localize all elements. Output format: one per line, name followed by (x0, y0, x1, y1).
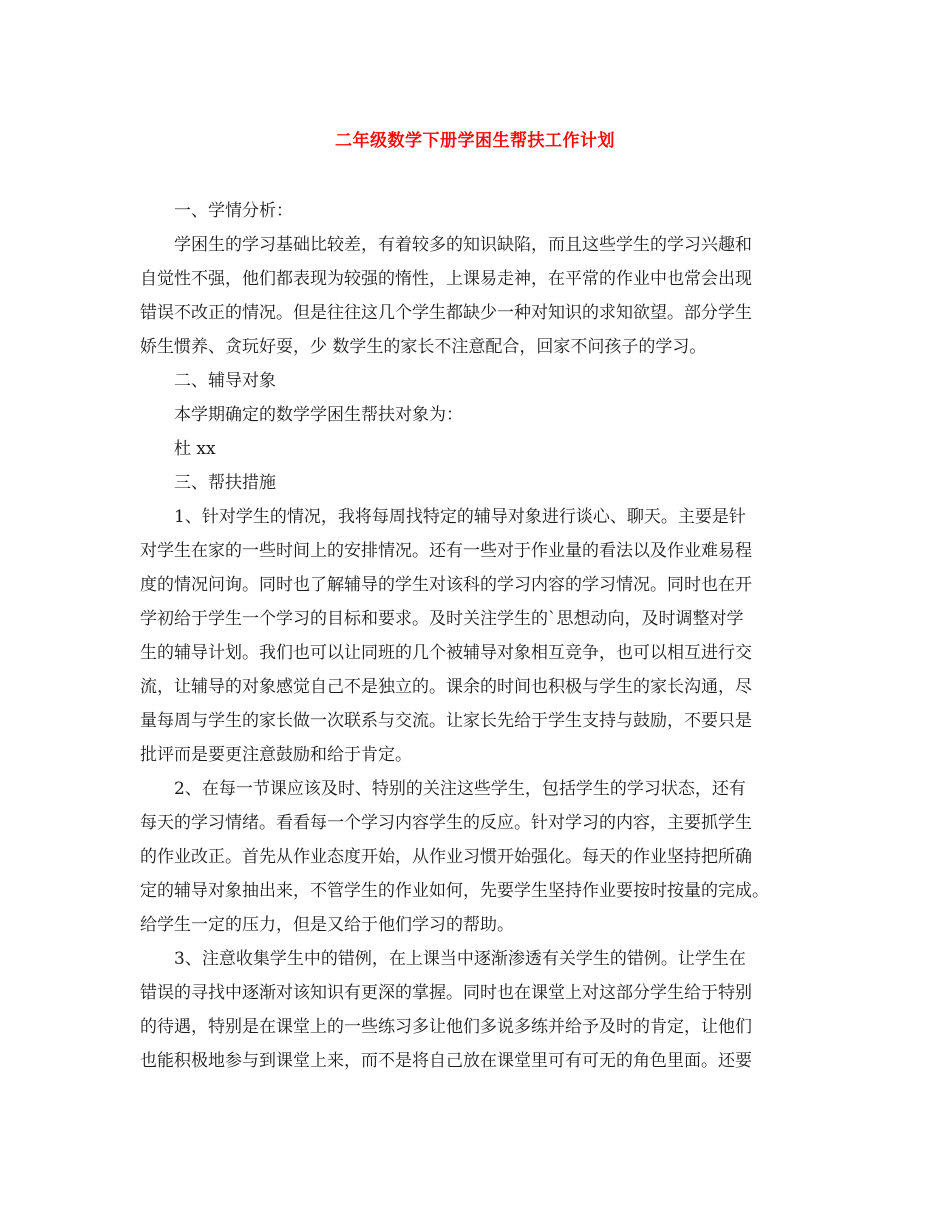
text-line: 也能积极地参与到课堂上来，而不是将自己放在课堂里可有可无的角色里面。还要 (140, 1051, 752, 1071)
text-line: 错误的寻找中逐渐对该知识有更深的掌握。同时也在课堂上对这部分学生给于特别 (140, 983, 752, 1003)
document-body (140, 194, 812, 1078)
text-line: 杜 xx (174, 439, 216, 459)
text-line: 娇生惯养、贪玩好耍，少 数学生的家长不注意配合，回家不问孩子的学习。 (140, 337, 707, 357)
text-line: 2、在每一节课应该及时、特别的关注这些学生，包括学生的学习状态，还有 (174, 779, 746, 799)
text-line: 1、针对学生的情况，我将每周找特定的辅导对象进行谈心、聊天。主要是针 (174, 507, 746, 527)
text-line: 错误不改正的情况。但是往往这几个学生都缺少一种对知识的求知欲望。部分学生 (140, 303, 752, 323)
text-line: 三、帮扶措施 (174, 473, 276, 493)
text-line: 流，让辅导的对象感觉自己不是独立的。课余的时间也积极与学生的家长沟通，尽 (140, 677, 752, 697)
text-line: 度的情况问询。同时也了解辅导的学生对该科的学习内容的学习情况。同时也在开 (140, 575, 752, 595)
text-line: 学初给于学生一个学习的目标和要求。及时关注学生的`思想动向，及时调整对学 (140, 609, 744, 629)
text-line: 自觉性不强，他们都表现为较强的惰性，上课易走神，在平常的作业中也常会出现 (140, 269, 752, 289)
text-line: 每天的学习情绪。看看每一个学习内容学生的反应。针对学习的内容，主要抓学生 (140, 813, 752, 833)
text-line: 3、注意收集学生中的错例，在上课当中逐渐渗透有关学生的错例。让学生在 (174, 949, 746, 969)
text-line: 批评而是要更注意鼓励和给于肯定。 (140, 745, 412, 765)
text-line: 二、辅导对象 (174, 371, 276, 391)
text-line: 生的辅导计划。我们也可以让同班的几个被辅导对象相互竞争，也可以相互进行交 (140, 643, 752, 663)
text-line: 的待遇，特别是在课堂上的一些练习多让他们多说多练并给予及时的肯定，让他们 (140, 1017, 752, 1037)
text-line: 定的辅导对象抽出来，不管学生的作业如何，先要学生坚持作业要按时按量的完成。 (140, 881, 769, 901)
text-line: 对学生在家的一些时间上的安排情况。还有一些对于作业量的看法以及作业难易程 (140, 541, 752, 561)
text-line: 学困生的学习基础比较差，有着较多的知识缺陷，而且这些学生的学习兴趣和 (174, 235, 752, 255)
text-line: 给学生一定的压力，但是又给于他们学习的帮助。 (140, 915, 514, 935)
text-line: 的作业改正。首先从作业态度开始，从作业习惯开始强化。每天的作业坚持把所确 (140, 847, 752, 867)
text-line: 量每周与学生的家长做一次联系与交流。让家长先给于学生支持与鼓励，不要只是 (140, 711, 752, 731)
document-title: 二年级数学下册学困生帮扶工作计划 (335, 131, 615, 151)
text-line: 一、学情分析： (174, 201, 293, 221)
text-line: 本学期确定的数学学困生帮扶对象为： (174, 405, 463, 425)
